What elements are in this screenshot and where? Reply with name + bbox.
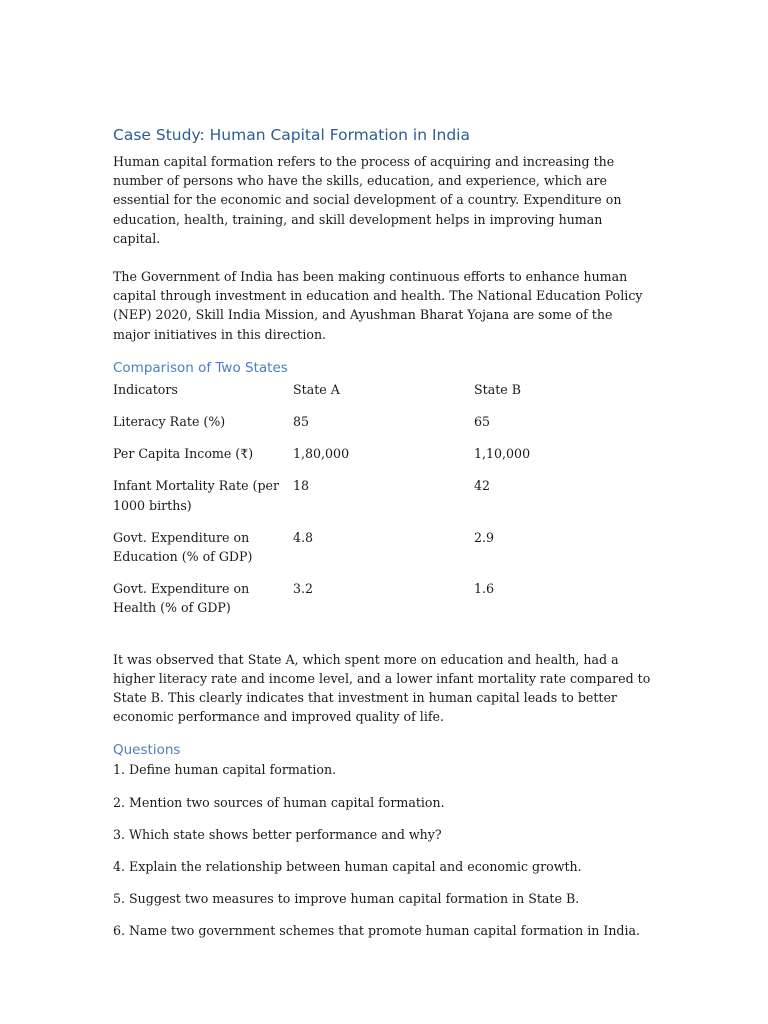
- column-header-state-b: State B: [474, 381, 521, 397]
- table-cell-state-b: 1.6: [474, 581, 495, 597]
- document-body: [113, 124, 653, 954]
- table-cell-indicator: Govt. Expenditure on Health (% of GDP): [113, 581, 250, 616]
- column-header-state-a: State A: [293, 381, 340, 397]
- table-row: [113, 444, 653, 476]
- observation-paragraph: It was observed that State A, which spent more on education and health, had a higher literacy rate and income level, and a lower infant mortality rate compared to State B. This clearly indicates that investment in human capital leads to better economic performance and improved quality of life.: [113, 651, 651, 725]
- table-cell-state-a: 18: [293, 478, 310, 494]
- table-cell-state-a: 1,80,000: [293, 446, 350, 462]
- questions-list: [113, 760, 653, 940]
- comparison-heading: Comparison of Two States: [113, 359, 288, 376]
- questions-heading: Questions: [113, 742, 181, 759]
- question-item: 1. Define human capital formation.: [113, 762, 337, 778]
- table-cell-state-a: 3.2: [293, 581, 314, 597]
- government-paragraph: The Government of India has been making continuous efforts to enhance human capital through investment in education and health. The National Education Policy (NEP) 2020, Skill India Mission, and Ayushman Bharat Yojana are some of the major initiatives in this direction.: [113, 269, 643, 342]
- intro-paragraph: Human capital formation refers to the process of acquiring and increasing the number of persons who have the skills, education, and experience, which are essential for the economic and social development of a country. Expenditure on education, health, training, and skill development helps in improving human capital.: [113, 154, 622, 246]
- question-item: 5. Suggest two measures to improve human capital formation in State B.: [113, 891, 580, 907]
- question-item: 3. Which state shows better performance and why?: [113, 826, 442, 842]
- table-cell-state-a: 4.8: [293, 529, 314, 545]
- table-row: [113, 528, 653, 579]
- question-item: 6. Name two government schemes that promote human capital formation in India.: [113, 923, 641, 939]
- table-cell-state-b: 65: [474, 414, 491, 430]
- column-header-indicators: Indicators: [113, 381, 178, 397]
- table-cell-indicator: Literacy Rate (%): [113, 414, 226, 430]
- table-cell-state-b: 1,10,000: [474, 446, 531, 462]
- table-row: [113, 412, 653, 444]
- table-header-row: [113, 380, 653, 412]
- table-cell-state-b: 42: [474, 478, 491, 494]
- table-cell-indicator: Govt. Expenditure on Education (% of GDP): [113, 529, 253, 565]
- question-item: 2. Mention two sources of human capital formation.: [113, 794, 445, 810]
- table-cell-indicator: Per Capita Income (₹): [113, 446, 254, 462]
- question-item: 4. Explain the relationship between human capital and economic growth.: [113, 859, 582, 875]
- table-cell-indicator: Infant Mortality Rate (per 1000 births): [113, 478, 279, 513]
- table-row: [113, 476, 653, 527]
- page-title: Case Study: Human Capital Formation in India: [113, 126, 470, 144]
- comparison-table: [113, 380, 653, 631]
- table-row: [113, 579, 653, 630]
- table-cell-state-a: 85: [293, 414, 310, 430]
- table-cell-state-b: 2.9: [474, 529, 495, 545]
